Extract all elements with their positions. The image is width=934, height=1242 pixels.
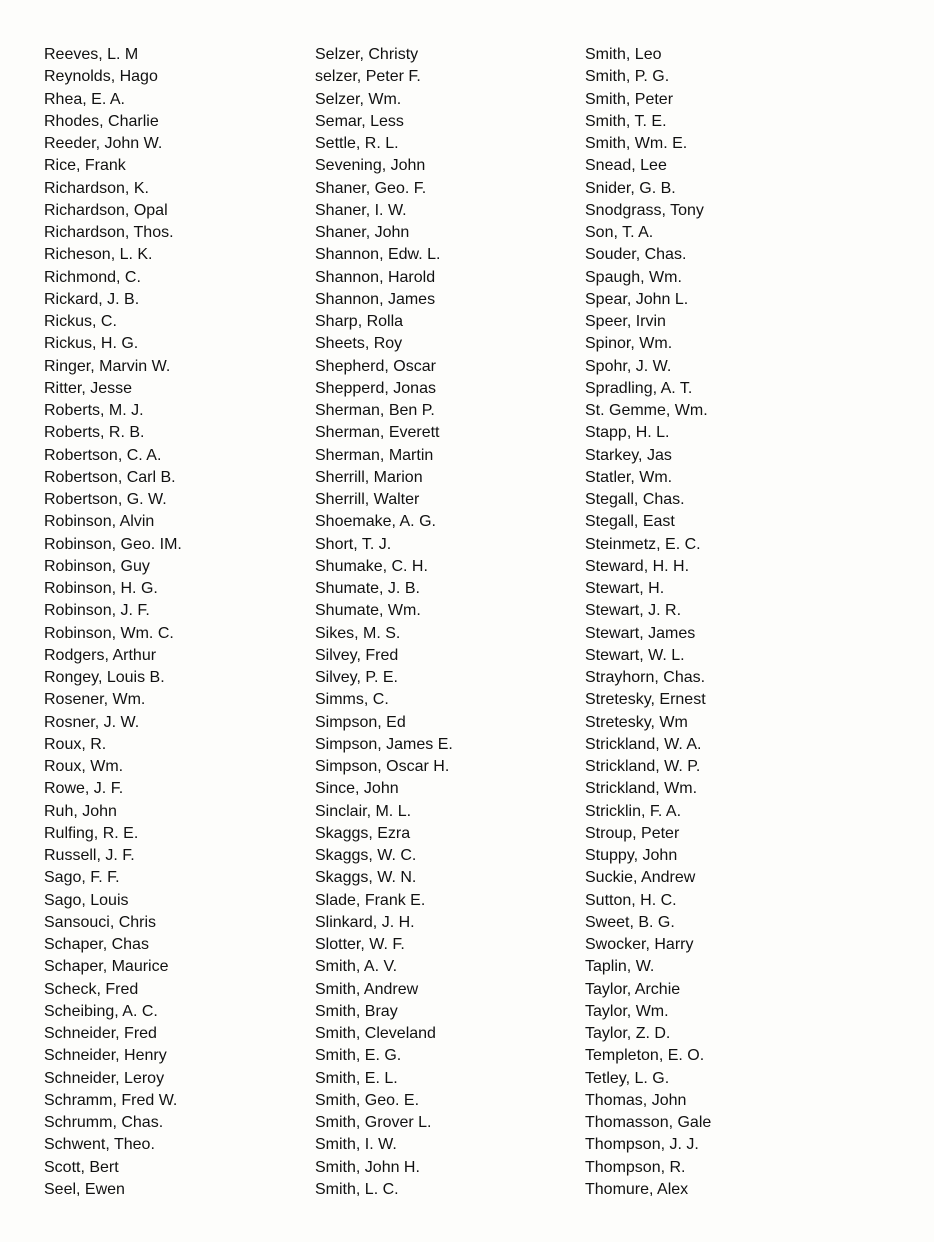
name-entry: Starkey, Jas [585, 446, 672, 464]
name-entry: Smith, John H. [315, 1158, 420, 1176]
name-entry: Snodgrass, Tony [585, 201, 704, 219]
name-entry: Strickland, W. A. [585, 735, 702, 753]
name-entry: Smith, L. C. [315, 1180, 399, 1198]
name-entry: Schaper, Maurice [44, 958, 169, 976]
name-entry: Rickus, H. G. [44, 335, 139, 353]
name-entry: Robinson, Wm. C. [44, 624, 174, 642]
name-entry: Rickus, C. [44, 313, 117, 330]
name-entry: Since, John [315, 780, 399, 798]
name-entry: Stewart, W. L. [585, 646, 685, 664]
name-entry: Semar, Less [315, 112, 404, 130]
name-entry: Shepherd, Oscar [315, 357, 436, 375]
name-entry: Richardson, Thos. [44, 224, 174, 241]
name-entry: Shannon, James [315, 290, 436, 308]
name-entry: Sansouci, Chris [44, 913, 157, 931]
name-entry: Richeson, L. K. [44, 246, 153, 264]
name-entry: Roux, R. [44, 735, 107, 753]
name-entry: Strayhorn, Chas. [585, 669, 706, 686]
name-column-2 [315, 44, 453, 1201]
name-entry: Rosner, J. W. [44, 713, 140, 731]
name-entry: Smith, A. V. [315, 958, 398, 976]
name-entry: Shannon, Edw. L. [315, 246, 441, 264]
name-entry: Rulfing, R. E. [44, 824, 139, 842]
name-entry: Smith, Bray [315, 1002, 398, 1020]
name-entry: Simpson, James E. [315, 735, 453, 753]
name-entry: Richardson, K. [44, 179, 149, 197]
name-entry: Smith, P. G. [585, 68, 670, 86]
name-entry: Stegall, Chas. [585, 491, 685, 508]
name-entry: Ruh, John [44, 802, 117, 820]
name-entry: Ritter, Jesse [44, 379, 133, 397]
name-entry: St. Gemme, Wm. [585, 402, 708, 419]
name-entry: Rodgers, Arthur [44, 646, 157, 664]
name-entry: Sevening, John [315, 157, 426, 175]
name-entry: Smith, T. E. [585, 112, 667, 130]
name-entry: Schaper, Chas [44, 936, 149, 953]
name-entry: Robertson, C. A. [44, 446, 162, 464]
name-entry: Simpson, Ed [315, 713, 406, 731]
name-entry: Robinson, H. G. [44, 580, 158, 597]
name-entry: Smith, Leo [585, 46, 662, 63]
name-entry: Selzer, Wm. [315, 90, 402, 108]
name-entry: Schrumm, Chas. [44, 1114, 164, 1131]
name-entry: Shumake, C. H. [315, 557, 428, 575]
name-entry: Seel, Ewen [44, 1180, 125, 1198]
name-entry: Tetley, L. G. [585, 1069, 670, 1087]
name-entry: Sharp, Rolla [315, 313, 404, 330]
name-entry: Schneider, Leroy [44, 1069, 165, 1087]
name-entry: Thomure, Alex [585, 1180, 689, 1198]
name-entry: Sutton, H. C. [585, 891, 677, 909]
name-entry: Scott, Bert [44, 1158, 119, 1176]
name-entry: Smith, Geo. E. [315, 1091, 420, 1109]
name-entry: Spinor, Wm. [585, 335, 673, 353]
name-entry: Scheck, Fred [44, 980, 139, 998]
name-entry: Reeves, L. M [44, 46, 139, 63]
name-entry: Rickard, J. B. [44, 290, 140, 308]
name-entry: Settle, R. L. [315, 135, 399, 152]
name-entry: Strickland, W. P. [585, 758, 701, 775]
name-entry: Rhodes, Charlie [44, 112, 159, 130]
name-entry: Sinclair, M. L. [315, 802, 412, 820]
name-entry: Silvey, P. E. [315, 669, 398, 686]
name-entry: Selzer, Christy [315, 46, 419, 63]
name-entry: Speer, Irvin [585, 313, 666, 330]
name-entry: Shoemake, A. G. [315, 513, 436, 531]
name-entry: Skaggs, W. N. [315, 869, 417, 887]
name-entry: Shumate, J. B. [315, 580, 420, 597]
name-entry: Robertson, G. W. [44, 491, 167, 508]
name-entry: Shaner, Geo. F. [315, 179, 427, 197]
name-entry: Smith, E. L. [315, 1069, 398, 1087]
name-entry: Templeton, E. O. [585, 1047, 705, 1065]
name-entry: Richmond, C. [44, 268, 141, 286]
name-entry: Spradling, A. T. [585, 379, 693, 397]
name-entry: Stewart, J. R. [585, 602, 682, 620]
name-entry: Skaggs, Ezra [315, 824, 411, 842]
name-entry: Snider, G. B. [585, 179, 676, 197]
name-entry: Scheibing, A. C. [44, 1002, 158, 1020]
name-entry: Rowe, J. F. [44, 780, 124, 798]
name-entry: Taylor, Archie [585, 980, 681, 998]
name-entry: Steinmetz, E. C. [585, 535, 701, 553]
name-entry: Shumate, Wm. [315, 602, 421, 620]
name-entry: Rhea, E. A. [44, 90, 125, 108]
name-entry: Stricklin, F. A. [585, 802, 682, 820]
name-entry: Suckie, Andrew [585, 869, 696, 887]
name-entry: Smith, Peter [585, 90, 674, 108]
name-entry: Smith, Wm. E. [585, 135, 688, 152]
name-entry: Stapp, H. L. [585, 424, 670, 442]
name-entry: Snead, Lee [585, 157, 667, 175]
name-entry: Shepperd, Jonas [315, 379, 436, 397]
name-column-3 [585, 44, 711, 1201]
name-entry: Russell, J. F. [44, 847, 135, 864]
name-entry: Shannon, Harold [315, 268, 436, 286]
name-entry: Skaggs, W. C. [315, 847, 417, 864]
name-entry: Roberts, M. J. [44, 402, 144, 419]
name-entry: Ringer, Marvin W. [44, 357, 171, 375]
name-entry: Sago, F. F. [44, 869, 120, 887]
name-entry: Reynolds, Hago [44, 68, 158, 86]
name-entry: Strickland, Wm. [585, 780, 698, 798]
name-entry: Robinson, J. F. [44, 602, 150, 620]
name-entry: Sikes, M. S. [315, 624, 401, 642]
name-entry: Shaner, John [315, 224, 410, 241]
name-entry: Sherman, Ben P. [315, 402, 435, 419]
name-entry: Thompson, R. [585, 1158, 686, 1176]
name-entry: Spear, John L. [585, 290, 689, 308]
name-entry: Stuppy, John [585, 847, 678, 864]
name-entry: Sweet, B. G. [585, 913, 675, 931]
name-entry: Sherman, Everett [315, 424, 440, 442]
name-entry: Sherrill, Marion [315, 468, 423, 486]
name-entry: Rongey, Louis B. [44, 669, 165, 686]
name-entry: Souder, Chas. [585, 246, 687, 264]
name-entry: Slinkard, J. H. [315, 913, 415, 931]
name-entry: Silvey, Fred [315, 646, 399, 664]
name-entry: Shaner, I. W. [315, 201, 407, 219]
name-entry: Smith, I. W. [315, 1136, 397, 1154]
name-entry: Spohr, J. W. [585, 357, 672, 375]
name-entry: Schneider, Fred [44, 1025, 157, 1042]
name-entry: Schwent, Theo. [44, 1136, 155, 1154]
name-entry: Smith, Grover L. [315, 1114, 432, 1131]
name-entry: Smith, Cleveland [315, 1025, 436, 1042]
name-entry: Slade, Frank E. [315, 891, 426, 909]
name-entry: Slotter, W. F. [315, 936, 405, 953]
name-column-1 [44, 44, 182, 1201]
name-entry: Thomas, John [585, 1091, 687, 1109]
name-entry: Rosener, Wm. [44, 691, 146, 709]
name-entry: Sago, Louis [44, 891, 129, 909]
name-entry: Son, T. A. [585, 224, 654, 241]
name-entry: Taylor, Wm. [585, 1002, 669, 1020]
name-entry: Simpson, Oscar H. [315, 758, 450, 775]
name-entry: Stewart, James [585, 624, 696, 642]
name-entry: Roberts, R. B. [44, 424, 145, 442]
name-entry: Thomasson, Gale [585, 1114, 712, 1131]
name-entry: Simms, C. [315, 691, 389, 709]
name-entry: Stretesky, Wm [585, 713, 688, 731]
name-entry: Stroup, Peter [585, 824, 680, 842]
name-entry: Steward, H. H. [585, 557, 690, 575]
name-entry: Schramm, Fred W. [44, 1091, 178, 1109]
name-entry: Smith, E. G. [315, 1047, 402, 1065]
name-entry: Swocker, Harry [585, 936, 694, 953]
name-entry: Reeder, John W. [44, 135, 163, 152]
name-entry: Rice, Frank [44, 157, 126, 175]
name-entry: Taplin, W. [585, 958, 655, 976]
name-entry: Taylor, Z. D. [585, 1025, 671, 1042]
name-entry: Sheets, Roy [315, 335, 403, 353]
name-entry: Robinson, Geo. IM. [44, 535, 182, 553]
name-entry: Schneider, Henry [44, 1047, 167, 1065]
name-entry: Stegall, East [585, 513, 675, 531]
name-entry: Smith, Andrew [315, 980, 419, 998]
name-entry: Short, T. J. [315, 535, 392, 553]
name-entry: selzer, Peter F. [315, 68, 421, 86]
name-entry: Stewart, H. [585, 580, 665, 597]
name-entry: Roux, Wm. [44, 758, 124, 775]
name-entry: Statler, Wm. [585, 468, 673, 486]
name-entry: Thompson, J. J. [585, 1136, 699, 1154]
name-entry: Richardson, Opal [44, 201, 168, 219]
name-entry: Robinson, Alvin [44, 513, 155, 531]
name-entry: Robinson, Guy [44, 557, 150, 575]
name-entry: Stretesky, Ernest [585, 691, 706, 709]
name-entry: Sherman, Martin [315, 446, 434, 464]
name-entry: Robertson, Carl B. [44, 468, 176, 486]
name-entry: Spaugh, Wm. [585, 268, 682, 286]
name-entry: Sherrill, Walter [315, 491, 420, 508]
